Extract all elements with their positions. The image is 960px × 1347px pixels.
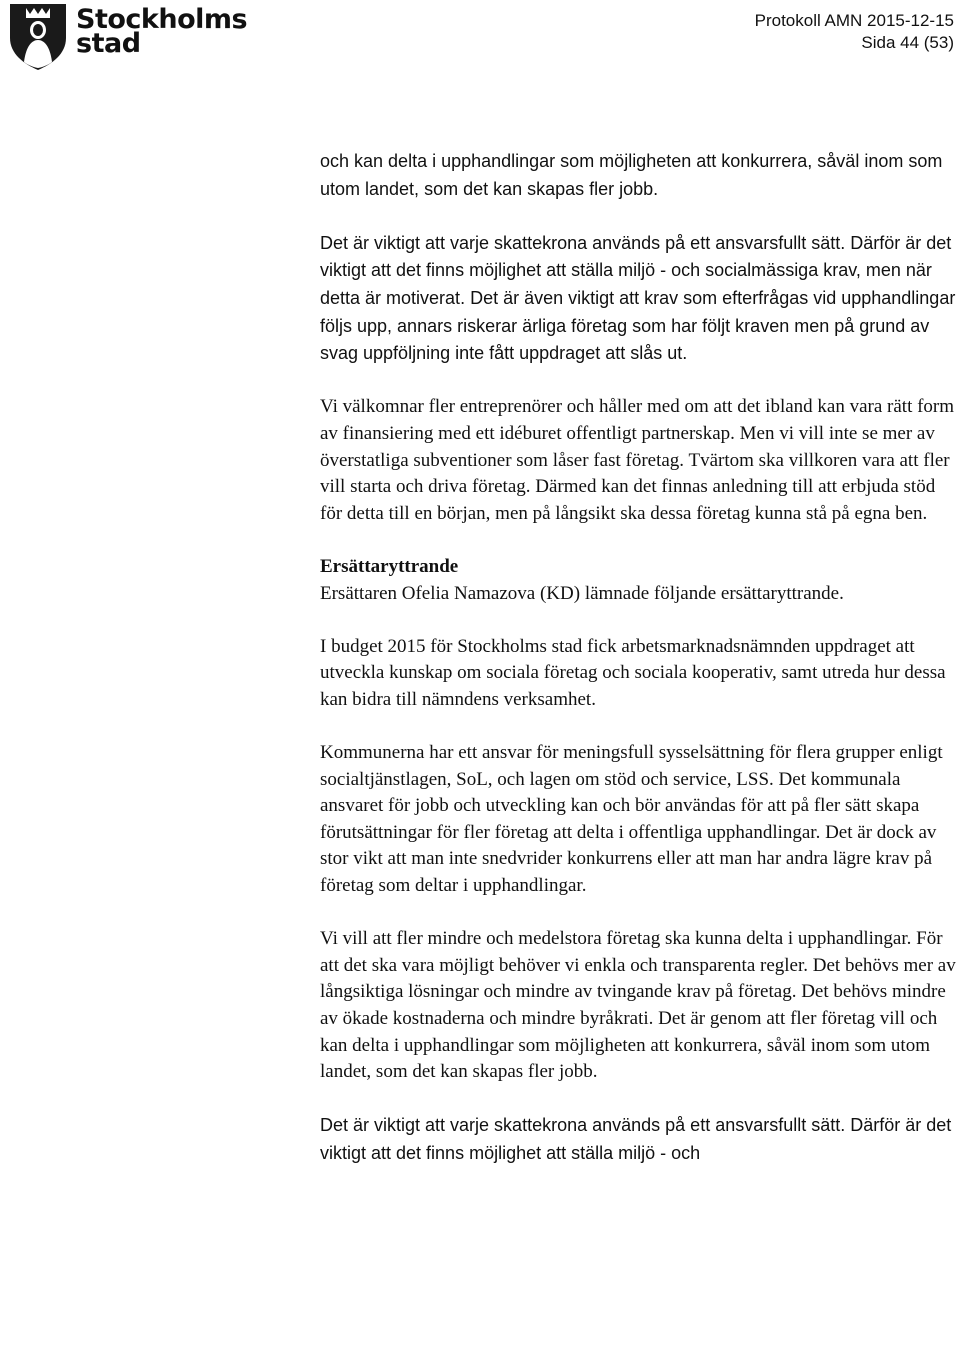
- paragraph-1-text: och kan delta i upphandlingar som möjligheten att konkurrera, såväl inom som utom landet, som det kan skapas fler jobb.: [320, 151, 943, 199]
- document-body: [320, 148, 956, 1194]
- paragraph-8: [320, 1112, 956, 1167]
- page-number: Sida 44 (53): [861, 33, 954, 52]
- paragraph-3: Vi välkomnar fler entreprenörer och håller med om att det ibland kan vara rätt form av finansiering med ett idéburet offentligt partnerskap. Men vi vill inte se mer av överstatliga subventioner som låser fast företag. Tvärtom ska villkoren vara att fler vill starta och driva företag. Därmed kan det finnas anledning till att erbjuda stöd för detta till en början, men på långsikt ska dessa företag kunna stå på egna ben.: [320, 396, 955, 524]
- logo-line-2: stad: [76, 28, 141, 59]
- logo-wordmark: [76, 4, 248, 59]
- logo-line-1: Stockholms: [76, 4, 248, 35]
- stockholms-stad-logo: [6, 0, 247, 72]
- section-heading: Ersättaryttrande: [320, 555, 459, 577]
- paragraph-4: Ersättaren Ofelia Namazova (KD) lämnade följande ersättaryttrande.: [320, 582, 844, 604]
- paragraph-2a-text: Det är viktigt att varje skattekrona används på ett ansvarsfullt sätt. Därför är det viktigt att det finns möjlighet att ställa miljö - och socialmässiga krav, men när detta är motiverat.: [320, 232, 952, 308]
- paragraph-7: Vi vill att fler mindre och medelstora företag ska kunna delta i upphandlingar. För att det ska vara möjligt behöver vi enkla och transparenta regler. Det behövs mer av långsiktiga lösningar och mindre av tvingande krav på företag. Det behövs mindre av ökade kostnaderna och mindre byråkrati. Det är genom att fler företag vill och kan delta i upphandlingar som möjligheten att konkurrera, såväl inom som utom landet, som det kan skapas fler jobb.: [320, 928, 956, 1083]
- paragraph-5: I budget 2015 för Stockholms stad fick arbetsmarknadsnämnden uppdraget att utveckla kunskap om sociala företag och sociala kooperativ, samt utreda hur dessa kan bidra till nämndens verksamhet.: [320, 635, 946, 710]
- paragraph-6: Kommunerna har ett ansvar för meningsfull sysselsättning för flera grupper enligt socialtjänstlagen, SoL, och lagen om stöd och service, LSS. Det kommunala ansvaret för jobb och utveckling kan och bör användas för att på fler sätt skapa förutsättningar för fler företag att delta i offentliga upphandlingar. Det är dock av stor vikt att man inte snedvrider konkurrens eller att man har andra lägre krav på företag som deltar i upphandlingar.: [320, 742, 943, 897]
- paragraph-2b-text: Det är även viktigt att krav som efterfrågas vid upphandlingar följs upp, annars riskerar ärliga företag som har följt kraven men på grund av svag uppföljning inte fått uppdraget att slås ut.: [320, 287, 956, 364]
- protocol-label: Protokoll AMN 2015-12-15: [754, 11, 954, 30]
- paragraph-8-text: Det är viktigt att varje skattekrona används på ett ansvarsfullt sätt. Därför är det viktigt att det finns möjlighet att ställa miljö - och: [320, 1115, 952, 1163]
- paragraph-1: [320, 148, 956, 203]
- paragraph-2: [320, 230, 956, 368]
- header-meta: [755, 10, 954, 54]
- coat-of-arms-icon: [6, 0, 70, 72]
